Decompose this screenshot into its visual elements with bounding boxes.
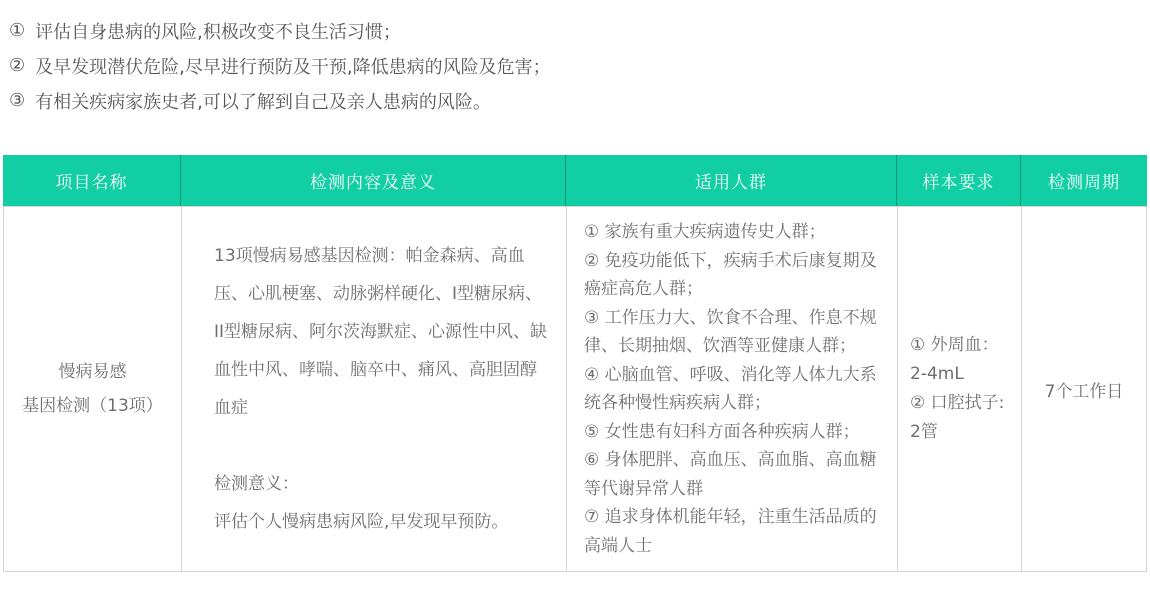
- intro-item: [9, 48, 551, 83]
- header-cell-sample-requirement: 样本要求: [896, 155, 1020, 206]
- sample-line: 2管: [910, 422, 938, 442]
- cell-test-period: [1021, 207, 1146, 571]
- cell-applicable-population: [566, 207, 897, 571]
- intro-item: [9, 13, 551, 48]
- header-cell-applicable-population: 适用人群: [565, 155, 896, 206]
- test-info-table: [3, 155, 1147, 572]
- test-period-text: 7个工作日: [1044, 381, 1124, 402]
- sample-line: ② 口腔拭子:: [910, 393, 1005, 413]
- intro-item-number: ③: [9, 90, 26, 111]
- project-name-line2: 基因检测（13项）: [22, 396, 163, 416]
- intro-item-text: 有相关疾病家族史者,可以了解到自己及亲人患病的风险。: [35, 91, 491, 113]
- population-item: ④ 心脑血管、呼吸、消化等人体九大系统各种慢性病疾病人群；: [584, 364, 877, 413]
- test-content-paragraph: 13项慢病易感基因检测：帕金森病、高血压、心肌梗塞、动脉粥样硬化、I型糖尿病、II型糖尿病、阿尔茨海默症、心源性中风、缺血性中风、哮喘、脑卒中、痛风、高胆固醇血症: [214, 246, 548, 418]
- project-name-line1: 慢病易感: [58, 362, 127, 382]
- intro-list: [9, 13, 551, 118]
- cell-sample-requirement: [897, 207, 1021, 571]
- intro-item-number: ②: [9, 55, 26, 76]
- population-item: ⑦ 追求身体机能年轻，注重生活品质的高端人士: [584, 507, 877, 556]
- header-cell-test-period: 检测周期: [1020, 155, 1147, 206]
- test-meaning-title: 检测意义：: [214, 474, 299, 494]
- cell-test-content: [181, 207, 566, 571]
- intro-item-text: 评估自身患病的风险,积极改变不良生活习惯；: [35, 21, 401, 43]
- population-item: ⑥ 身体肥胖、高血压、高血脂、高血糖等代谢异常人群: [584, 450, 877, 499]
- population-item: ③ 工作压力大、饮食不合理、作息不规律、长期抽烟、饮酒等亚健康人群；: [584, 307, 877, 356]
- intro-item-number: ①: [9, 20, 26, 41]
- population-item: ① 家族有重大疾病遗传史人群；: [584, 222, 826, 242]
- sample-line: 2-4mL: [910, 364, 964, 384]
- header-cell-test-content: 检测内容及意义: [180, 155, 565, 206]
- intro-item: [9, 83, 551, 118]
- sample-line: ① 外周血：: [910, 335, 999, 355]
- test-meaning-text: 评估个人慢病患病风险,早发现早预防。: [214, 512, 509, 532]
- cell-project-name: [4, 207, 181, 571]
- table-header-row: [3, 155, 1147, 206]
- header-cell-project-name: 项目名称: [55, 173, 128, 193]
- intro-item-text: 及早发现潜伏危险,尽早进行预防及干预,降低患病的风险及危害；: [35, 56, 551, 78]
- table-row: [3, 206, 1147, 572]
- population-item: ⑤ 女性患有妇科方面各种疾病人群；: [584, 421, 860, 442]
- population-item: ② 免疫功能低下，疾病手术后康复期及癌症高危人群；: [584, 250, 877, 299]
